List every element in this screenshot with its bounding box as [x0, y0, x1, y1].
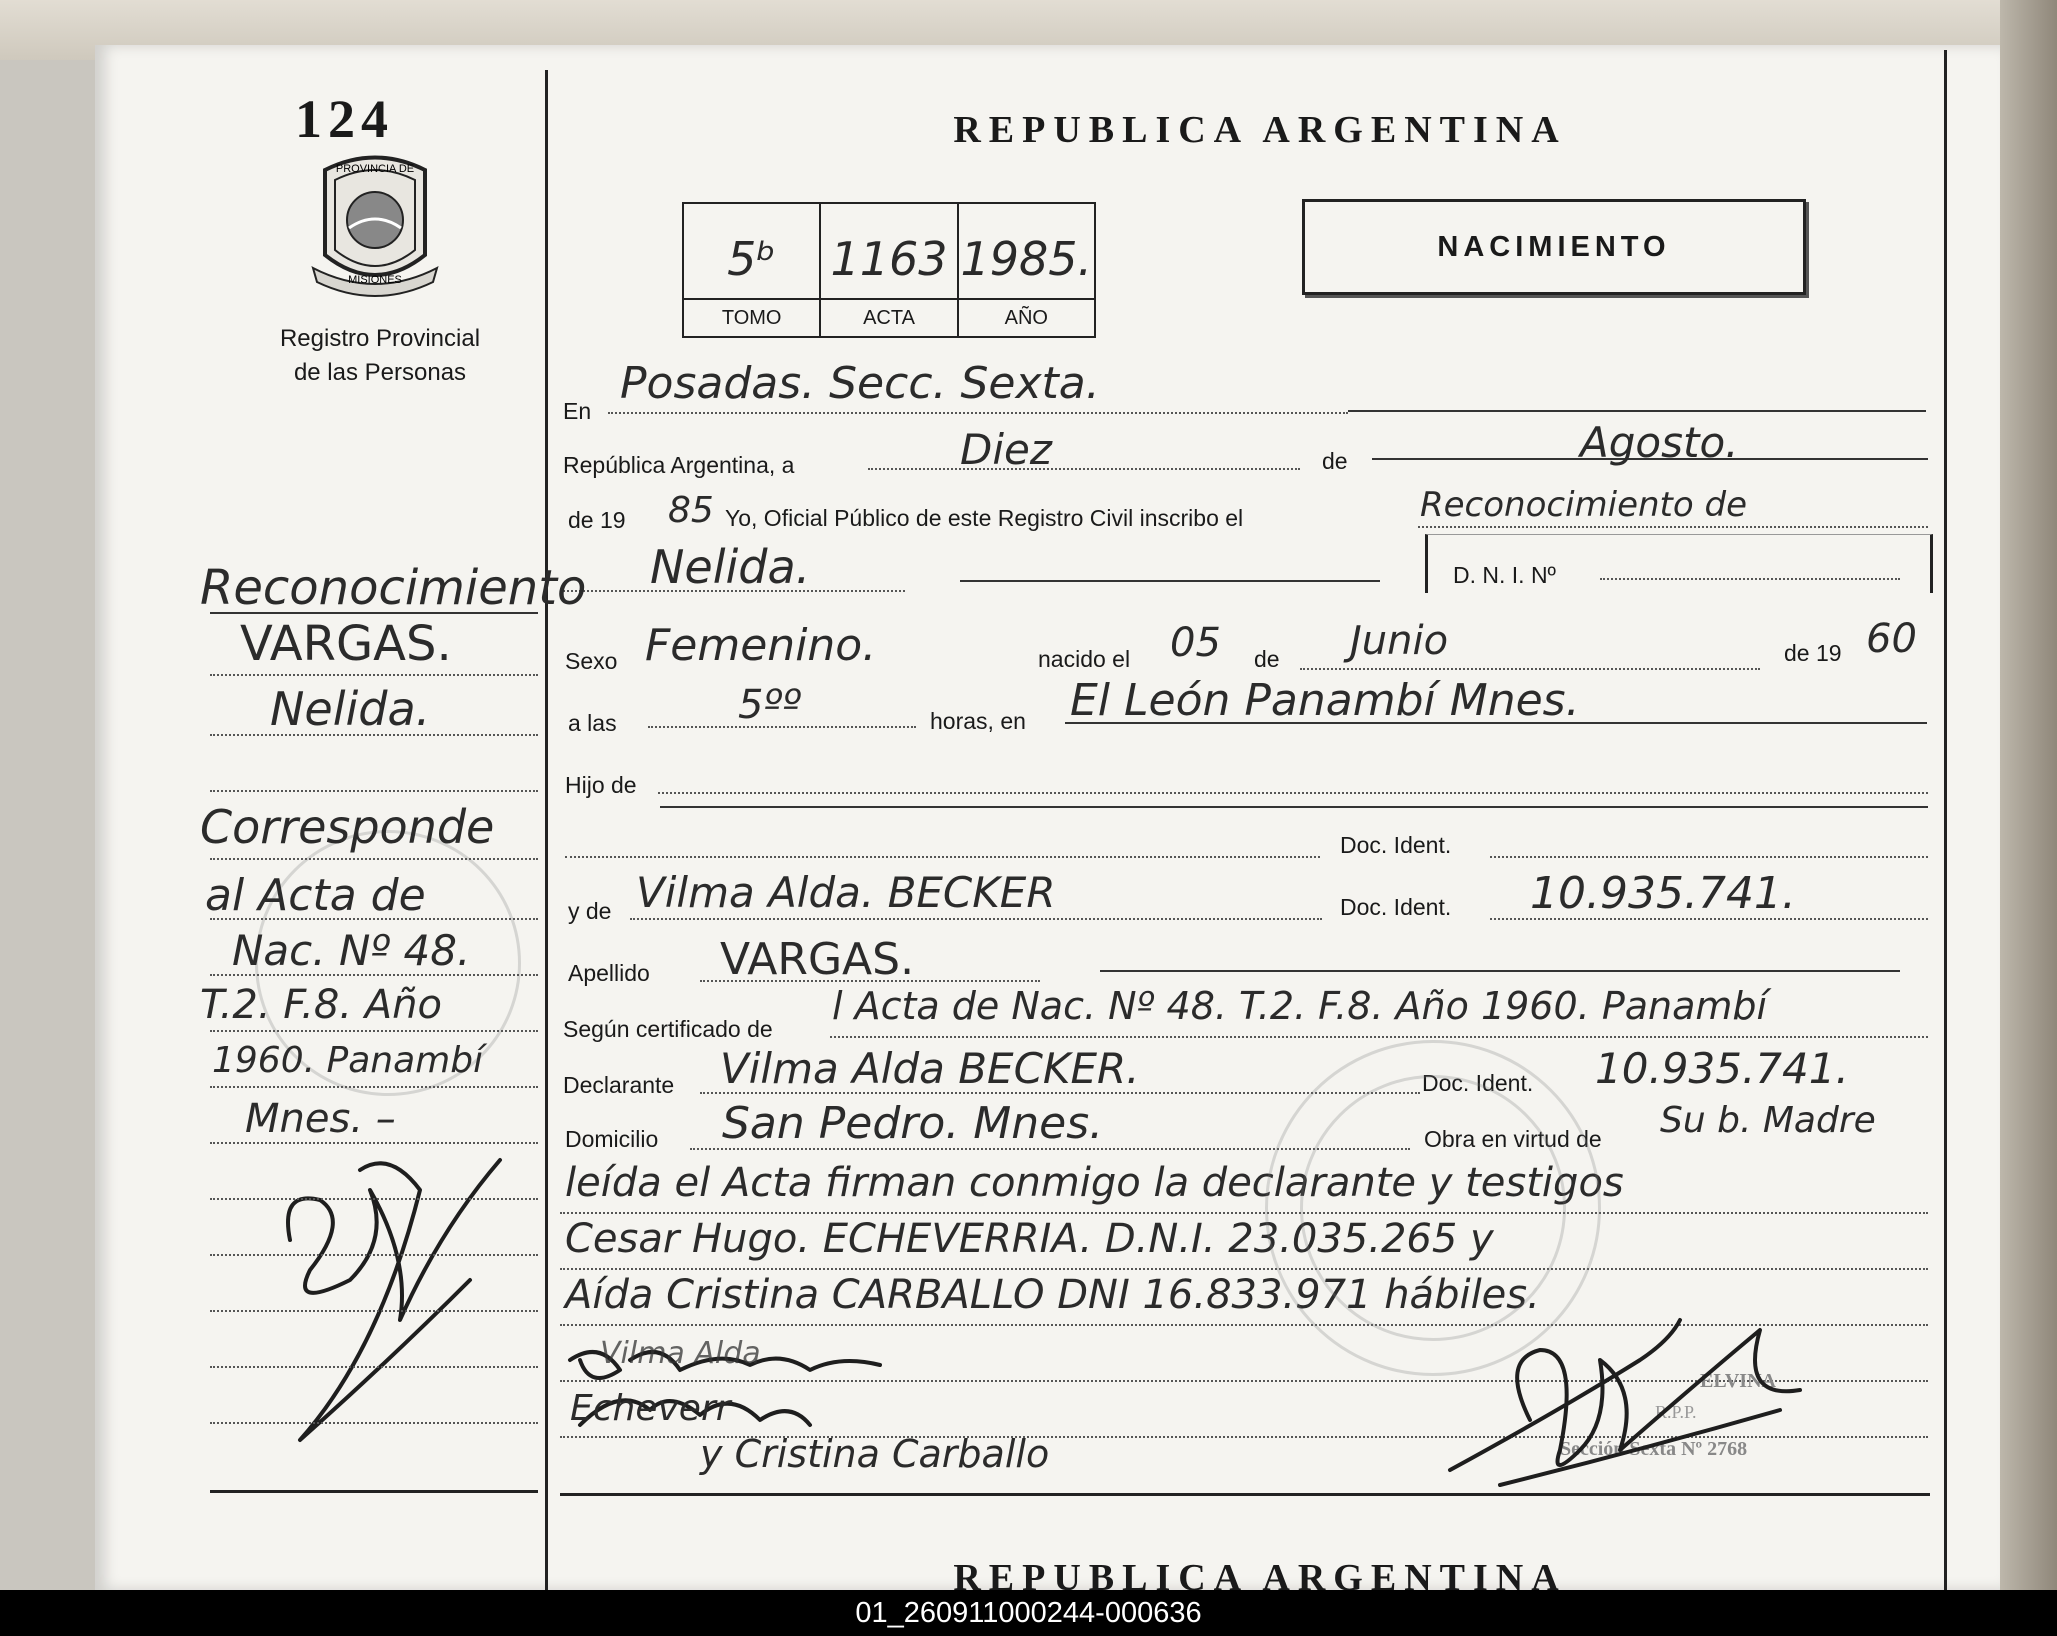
margin-title: Reconocimiento [200, 560, 587, 616]
stamp-line-1: ELVINA [1700, 1370, 1776, 1392]
mes-value: Agosto. [1580, 418, 1739, 467]
tomo-label: TOMO [684, 298, 819, 336]
signature-margin [270, 1130, 520, 1450]
nombre-line [560, 590, 905, 592]
dia-value: Diez [960, 425, 1052, 474]
nota-linea-2: Cesar Hugo. ECHEVERRIA. D.N.I. 23.035.265 y [565, 1216, 1494, 1262]
mes-nac-line [1300, 668, 1760, 670]
segun-label: Según certificado de [563, 1016, 773, 1042]
republica-label: República Argentina, a [563, 452, 795, 478]
signature-officer [1440, 1300, 1810, 1490]
registry-line-1: Registro Provincial [279, 325, 481, 352]
apellido-line-2 [1100, 970, 1900, 972]
de19-label-2: de 19 [1784, 640, 1842, 666]
nota-line-1 [560, 1212, 1928, 1214]
alas-label: a las [568, 710, 617, 736]
ano-value: 1985. [960, 232, 1093, 286]
margin-line-3 [210, 790, 538, 792]
apellido-line [700, 980, 1040, 982]
margin-line-2 [210, 734, 538, 736]
margin-l5: 1960. Panambí [212, 1040, 484, 1081]
registry-line-2: de las Personas [293, 359, 467, 386]
segun-value: l Acta de Nac. Nº 48. T.2. F.8. Año 1960. Panambí [832, 984, 1768, 1028]
firma-testigo-1: Vilma Alda [600, 1336, 761, 1371]
oficial-label: Yo, Oficial Público de este Registro Civil inscribo el [725, 505, 1244, 531]
margin-l4: T.2. F.8. Año [200, 982, 442, 1028]
acto-line [1418, 526, 1928, 528]
horas-label: horas, en [930, 708, 1026, 734]
firma-testigo-3: y Cristina Carballo [700, 1432, 1050, 1476]
declarante-value: Vilma Alda BECKER. [720, 1044, 1140, 1093]
margin-title-underline [210, 612, 538, 614]
tomo-cell [684, 204, 821, 336]
margin-bottom-rule [210, 1490, 538, 1493]
sexo-label: Sexo [565, 648, 618, 674]
madre-line [630, 918, 1322, 920]
apellido-value: VARGAS. [720, 934, 915, 985]
margin-line-4 [210, 858, 538, 860]
nota-line-2 [560, 1268, 1928, 1270]
stamp-line-3: Sección Sexta Nº 2768 [1560, 1438, 1748, 1460]
apellido-label: Apellido [568, 960, 650, 986]
margin-nombre: Nelida. [270, 682, 431, 736]
registry-name [240, 322, 520, 390]
dia-line [868, 468, 1300, 470]
doc-ident-label-2: Doc. Ident. [1340, 894, 1452, 920]
nacido-mes-value: Junio [1350, 618, 1449, 664]
madre-value: Vilma Alda. BECKER [636, 868, 1056, 917]
record-type-title: NACIMIENTO [1302, 199, 1806, 295]
nacido-label: nacido el [1038, 646, 1131, 672]
margin-line-11 [210, 1254, 538, 1256]
nacido-ano-value: 60 [1866, 616, 1917, 662]
nota-linea-1: leída el Acta firman conmigo la declarante y testigos [565, 1160, 1624, 1206]
acta-cell [821, 204, 958, 336]
en-line [608, 412, 1348, 414]
acta-label: ACTA [821, 298, 956, 336]
stamp-line-2: R.P.P. [1655, 1402, 1697, 1422]
seal-top-text: PROVINCIA DE [335, 163, 415, 175]
seal-bottom-text: MISIONES [348, 274, 402, 286]
right-border [1944, 50, 1947, 1590]
hijo-label: Hijo de [565, 772, 637, 798]
margin-l6: Mnes. – [245, 1096, 396, 1142]
margin-line-7 [210, 1030, 538, 1032]
yde-label: y de [568, 898, 612, 924]
acta-value: 1163 [830, 232, 948, 286]
doc-ident-label-1: Doc. Ident. [1340, 832, 1452, 858]
ano-cell [959, 204, 1094, 336]
madre-doc-value: 10.935.741. [1530, 868, 1796, 919]
padre-doc-line [1490, 856, 1928, 858]
segun-line [830, 1036, 1928, 1038]
margin-line-6 [210, 974, 538, 976]
dni-line [1600, 578, 1900, 580]
en-line-end [1348, 410, 1926, 412]
padre-line [565, 856, 1320, 858]
margin-apellido: VARGAS. [240, 616, 452, 672]
image-caption: 01_260911000244-000636 [0, 1590, 2057, 1636]
margin-line-10 [210, 1198, 538, 1200]
margin-line-8 [210, 1086, 538, 1088]
de19-label: de 19 [568, 507, 626, 533]
country-heading: REPUBLICA ARGENTINA [953, 109, 1567, 151]
book-spine [2000, 0, 2057, 1590]
obra-value: Su b. Madre [1660, 1100, 1876, 1141]
acto-value: Reconocimiento de [1420, 485, 1748, 525]
nota-linea-3: Aída Cristina CARBALLO DNI 16.833.971 hábiles. [565, 1272, 1540, 1318]
nacido-dia-value: 05 [1170, 620, 1221, 666]
firma-testigo-2: Echeverr [570, 1388, 731, 1429]
madre-doc-line [1490, 918, 1928, 920]
margin-line-5 [210, 918, 538, 920]
declarante-doc-value: 10.935.741. [1595, 1044, 1849, 1093]
hijo-line-2 [660, 806, 1928, 808]
declarante-label: Declarante [563, 1072, 675, 1098]
sexo-value: Femenino. [645, 620, 877, 671]
ano-label: AÑO [959, 298, 1094, 336]
doc-ident-label-3: Doc. Ident. [1422, 1070, 1534, 1096]
hijo-line [658, 792, 1928, 794]
margin-divider [545, 70, 548, 1590]
margin-line-9 [210, 1142, 538, 1144]
margin-line-14 [210, 1422, 538, 1424]
margin-line-1 [210, 674, 538, 676]
nombre-value: Nelida. [650, 540, 811, 594]
domicilio-label: Domicilio [565, 1126, 659, 1152]
horas-value: 5ºº [738, 682, 802, 728]
tomo-value: 5ᵇ [727, 232, 777, 286]
margin-line-12 [210, 1310, 538, 1312]
record-id-box [682, 202, 1096, 338]
misiones-seal-icon [305, 150, 445, 300]
page-number: 124 [295, 89, 394, 149]
margin-line-13 [210, 1366, 538, 1368]
lugar-line [1065, 722, 1927, 724]
nombre-line-2 [960, 580, 1380, 582]
ano-suffix-value: 85 [668, 490, 714, 531]
margin-l3: Nac. Nº 48. [232, 926, 471, 975]
en-label: En [563, 398, 592, 424]
domicilio-value: San Pedro. Mnes. [722, 1098, 1104, 1149]
lugar-value: El León Panambí Mnes. [1070, 675, 1580, 726]
obra-label: Obra en virtud de [1424, 1126, 1602, 1152]
dni-label: D. N. I. Nº [1453, 562, 1556, 588]
record-bottom-rule [560, 1493, 1930, 1496]
de-label: de [1322, 448, 1348, 474]
margin-l2: al Acta de [205, 870, 426, 921]
de-label-2: de [1254, 646, 1280, 672]
margin-l1: Corresponde [200, 800, 495, 854]
en-value: Posadas. Secc. Sexta. [620, 358, 1100, 409]
next-record-heading: REPUBLICA ARGENTINA [953, 1557, 1567, 1590]
